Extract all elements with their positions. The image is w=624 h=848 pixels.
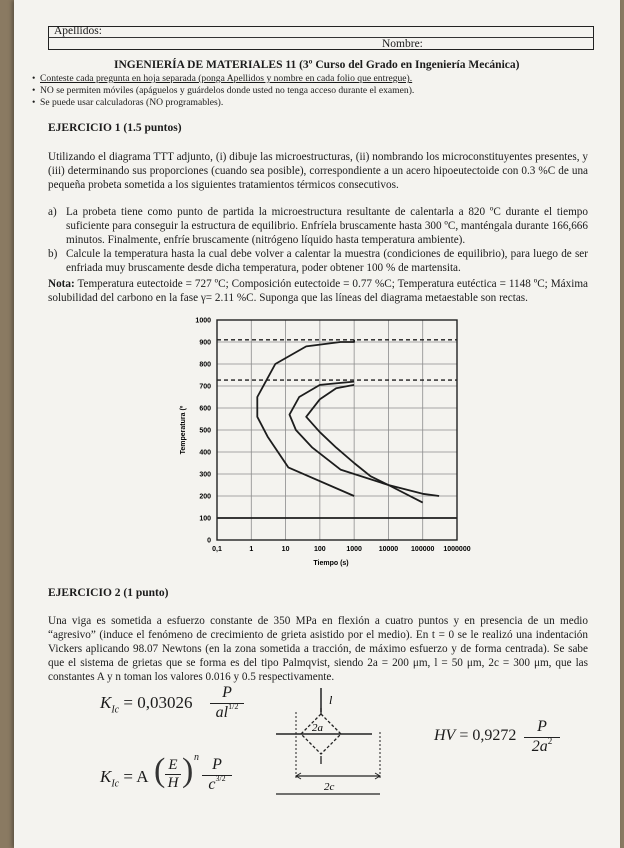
f1-fraction: [210, 684, 244, 722]
item-b-text: Calcule la temperatura hasta la cual debe volver a calentar la muestra (condiciones de equilibrio), para luego de ser enfriada muy bruscamente desde dicha temperatura, poder obtener 100 % de martensita.: [66, 248, 588, 274]
item-a-text: La probeta tiene como punto de partida la microestructura resultante de calentarla a 820 ºC durante el tiempo suficiente para conseguir la estructura de equilibrio. Enfríela bruscamente hasta 300 ºC, manténgala durante 166,666 minutos. Finalmente, enfríe bruscamente (nitrógeno líquido hasta temperatura ambiente).: [66, 206, 588, 246]
name-label: Nombre:: [382, 38, 423, 50]
palmqvist-crack-diagram: [276, 688, 388, 798]
y-tick-label: 800: [199, 361, 211, 369]
note-text: Temperatura eutectoide = 727 ºC; Composición eutectoide = 0.77 %C; Temperatura eutéctica = 1148 ºC; Máxima solubilidad del carbono en la fase γ= 2.11 %C. Suponga que las líneas del diagrama metaestable son rectas.: [48, 278, 588, 304]
f3-den-exp: 2: [547, 736, 553, 746]
chart-grid: [217, 320, 457, 540]
f2-exponent: n: [194, 752, 199, 763]
f1-den-base: al: [215, 704, 229, 721]
x-tick-label: 0,1: [212, 546, 222, 553]
y-tick-label: 300: [199, 471, 211, 479]
f3-eq: = 0,9272: [455, 727, 517, 744]
f3-den: 2a: [531, 738, 548, 755]
f2-lhs: K: [100, 767, 112, 786]
f3-fraction: [524, 718, 560, 756]
f1-sub: Ic: [111, 704, 120, 716]
chart-series: [217, 340, 457, 518]
exercise2-text: Una viga es sometida a esfuerzo constante de 350 MPa en flexión a cuatro puntos y en presencia de un medio “agresivo” (induce el fenómeno de crecimiento de grieta asistido por el medio). En t = 0 se le realizó una indentación Vickers aplicando 98.07 Newtons (en la zona sometida a tracción, de máximo esfuerzo y de forma centrada). Se sabe que el sistema de grietas que se forma es del tipo Palmqvist, siendo 2a = 200 μm, l = 50 μm, 2c = 300 μm, que las constantes A y n toman los valores 0.016 y 0.5 respectivamente.: [48, 615, 588, 683]
x-tick-label: 10: [281, 546, 290, 553]
f3-denominator: [524, 737, 560, 756]
x-tick-label: 1: [249, 546, 254, 553]
f2-inner-num: E: [168, 757, 178, 773]
f2-paren-right: ): [182, 752, 194, 789]
exam-title: INGENIERÍA DE MATERIALES 11 (3º Curso del Grado en Ingeniería Mecánica): [114, 59, 520, 71]
crack-label-l: l: [329, 693, 333, 707]
f2-inner-den: H: [165, 774, 181, 792]
instruction-bullet: •: [32, 73, 36, 84]
y-tick-label: 400: [199, 449, 211, 457]
y-tick-label: 900: [199, 339, 211, 347]
f2-inner-fraction: [165, 757, 181, 792]
ttt-curve-4: [257, 340, 354, 496]
x-tick-label: 1000000: [443, 546, 471, 553]
crack-label-2c: 2c: [324, 781, 335, 793]
y-tick-label: 500: [199, 427, 211, 435]
f2-den-exp: 3/2: [215, 774, 226, 783]
item-b-marker: b): [48, 248, 58, 260]
instruction-2: NO se permiten móviles (apáguelos y guárdelos donde usted no tenga acceso durante el examen).: [40, 85, 415, 96]
f2-den-base: c: [208, 776, 216, 793]
x-tick-label: 10000: [378, 546, 399, 553]
formula-kic-2: [100, 767, 149, 789]
exercise1-note: [48, 277, 588, 305]
exercise1-heading: EJERCICIO 1 (1.5 puntos): [48, 122, 182, 134]
f2-eq: = A: [119, 767, 149, 786]
instruction-bullet: •: [32, 85, 36, 96]
f1-denominator: [210, 703, 244, 722]
f3-numerator: P: [537, 718, 547, 735]
item-a-marker: a): [48, 206, 57, 218]
f2-fraction: [202, 756, 232, 794]
exercise1-intro: Utilizando el diagrama TTT adjunto, (i) dibuje las microestructuras, (ii) nombrando los microconstituyentes presentes, y (iii) determinando sus proporciones (cuando sea posible), correspondiente a un acero hipoeutectoide con 0.3 %C de una pequeña probeta sometida a los siguientes tratamientos térmicos consecutivos.: [48, 151, 588, 191]
crack-label-2a: 2a: [312, 722, 323, 734]
y-tick-label: 0: [207, 537, 211, 545]
exam-sheet: [14, 0, 620, 848]
ttt-diagram: [154, 312, 484, 574]
y-tick-label: 200: [199, 493, 211, 501]
surname-label: Apellidos:: [54, 25, 102, 37]
f2-numerator: P: [212, 756, 222, 773]
f1-den-exp: 1/2: [228, 702, 239, 711]
instruction-1: Conteste cada pregunta en hoja separada (ponga Apellidos y nombre en cada folio que entregue).: [40, 73, 413, 84]
formula-kic-1: [100, 693, 192, 715]
y-axis-label: Temperatura (º: [180, 405, 187, 455]
x-tick-label: 100000: [411, 546, 435, 553]
instruction-bullet: •: [32, 97, 36, 108]
y-tick-label: 700: [199, 383, 211, 391]
ttt-curve-5: [290, 382, 423, 503]
formula-hv: [434, 727, 516, 745]
exercise2-heading: EJERCICIO 2 (1 punto): [48, 587, 169, 599]
f2-sub: Ic: [111, 778, 120, 790]
f2-paren-left: (: [154, 752, 166, 789]
header-divider: [48, 37, 594, 38]
x-tick-label: 100: [314, 546, 326, 553]
f1-lhs: K: [100, 693, 112, 712]
y-tick-label: 1000: [195, 317, 211, 325]
f3-lhs: HV: [434, 727, 456, 744]
x-axis-label: Tiempo (s): [313, 560, 349, 567]
f1-numerator: P: [222, 684, 232, 701]
x-tick-label: 1000: [346, 546, 362, 553]
instruction-3: Se puede usar calculadoras (NO programables).: [40, 97, 224, 108]
y-tick-label: 600: [199, 405, 211, 413]
note-label: Nota:: [48, 278, 75, 290]
student-info-box: [48, 26, 594, 50]
y-tick-label: 100: [199, 515, 211, 523]
f1-eq: = 0,03026: [119, 693, 193, 712]
f2-denominator: [202, 775, 232, 794]
